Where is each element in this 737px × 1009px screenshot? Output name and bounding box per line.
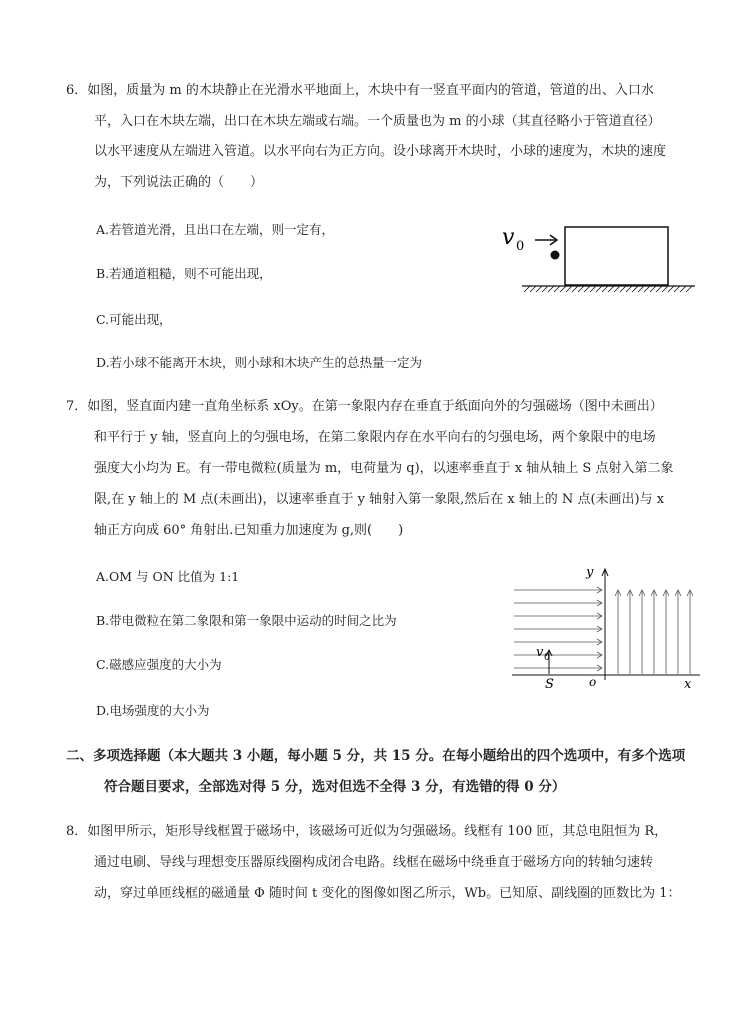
q6-stem-line-1: 6．如图，质量为 m 的木块静止在光滑水平地面上，木块中有一竖直平面内的管道，管道的出、入口水	[66, 83, 654, 98]
q7-option-b: B.带电微粒在第二象限和第一象限中运动的时间之比为	[96, 613, 397, 628]
q7-vertical-field-lines	[615, 590, 693, 674]
q6-option-c: C.可能出现，	[96, 312, 172, 327]
q6-ball	[551, 251, 560, 260]
q8-stem-line-1: 8．如图甲所示，矩形导线框置于磁场中，该磁场可近似为匀强磁场。线框有 100 匝，其总电阻恒为 R，	[66, 824, 668, 839]
q7-y-label: y	[586, 565, 594, 580]
q7-stem-line-5: 轴正方向成 60° 角射出.已知重力加速度为 g,则( )	[94, 523, 404, 538]
q6-block	[565, 227, 668, 285]
q6-option-b: B.若通道粗糙，则不可能出现，	[96, 266, 272, 281]
q7-option-c: C.磁感应强度的大小为	[96, 657, 222, 672]
q6-v-label: v	[502, 225, 515, 250]
q6-stem-line-3: 以水平速度从左端进入管道。以水平向右为正方向。设小球离开木块时，小球的速度为，木块的速度	[94, 144, 667, 159]
q7-horizontal-field-lines	[514, 587, 602, 671]
section-2-heading-line-2: 符合题目要求，全部选对得 5 分，选对但选不全得 3 分，有选错的得 0 分）	[104, 779, 566, 795]
q7-v-subscript: 0	[544, 653, 550, 663]
q7-figure-field-diagram	[508, 560, 708, 690]
q6-ground-hatching	[524, 286, 692, 292]
q7-s-label: S	[545, 677, 554, 690]
q7-v-label: v	[536, 645, 544, 660]
q6-stem-line-4: 为，下列说法正确的（ ）	[94, 175, 264, 190]
q8-stem-line-3: 动，穿过单匝线框的磁通量 Φ 随时间 t 变化的图像如图乙所示，Wb。已知原、副线圈的匝数比为 1：	[94, 886, 681, 901]
q6-v-subscript: 0	[516, 239, 525, 254]
q7-stem-line-1: 7．如图，竖直面内建一直角坐标系 xOy。在第一象限内存在垂直于纸面向外的匀强磁场（图中未画出）	[66, 399, 663, 414]
q7-option-a: A.OM 与 ON 比值为 1:1	[96, 569, 240, 584]
q7-option-d: D.电场强度的大小为	[96, 703, 210, 718]
q6-figure-block-on-ground	[500, 220, 700, 300]
q7-x-label: x	[684, 677, 692, 690]
q6-stem-line-2: 平，入口在木块左端，出口在木块左端或右端。一个质量也为 m 的小球（其直径略小于管道直径）	[94, 114, 661, 129]
q6-option-d: D.若小球不能离开木块，则小球和木块产生的总热量一定为	[96, 355, 423, 370]
q7-stem-line-2: 和平行于 y 轴，竖直向上的匀强电场，在第二象限内存在水平向右的匀强电场，两个象限中的电场	[94, 430, 656, 445]
q6-option-a: A.若管道光滑，且出口在左端，则一定有，	[96, 222, 335, 237]
q7-stem-line-4: 限,在 y 轴上的 M 点(未画出)，以速率垂直于 y 轴射入第一象限,然后在 x 轴上的 N 点(未画出)与 x	[94, 492, 665, 507]
q7-origin-label: o	[589, 675, 597, 689]
section-2-heading-line-1: 二、多项选择题（本大题共 3 小题，每小题 5 分，共 15 分。在每小题给出的四个选项中，有多个选项	[66, 748, 686, 764]
q7-stem-line-3: 强度大小均为 E。有一带电微粒(质量为 m，电荷量为 q)，以速率垂直于 x 轴从轴上 S 点射入第二象	[94, 461, 674, 476]
q8-stem-line-2: 通过电刷、导线与理想变压器原线圈构成闭合电路。线框在磁场中绕垂直于磁场方向的转轴匀速转	[94, 855, 654, 870]
